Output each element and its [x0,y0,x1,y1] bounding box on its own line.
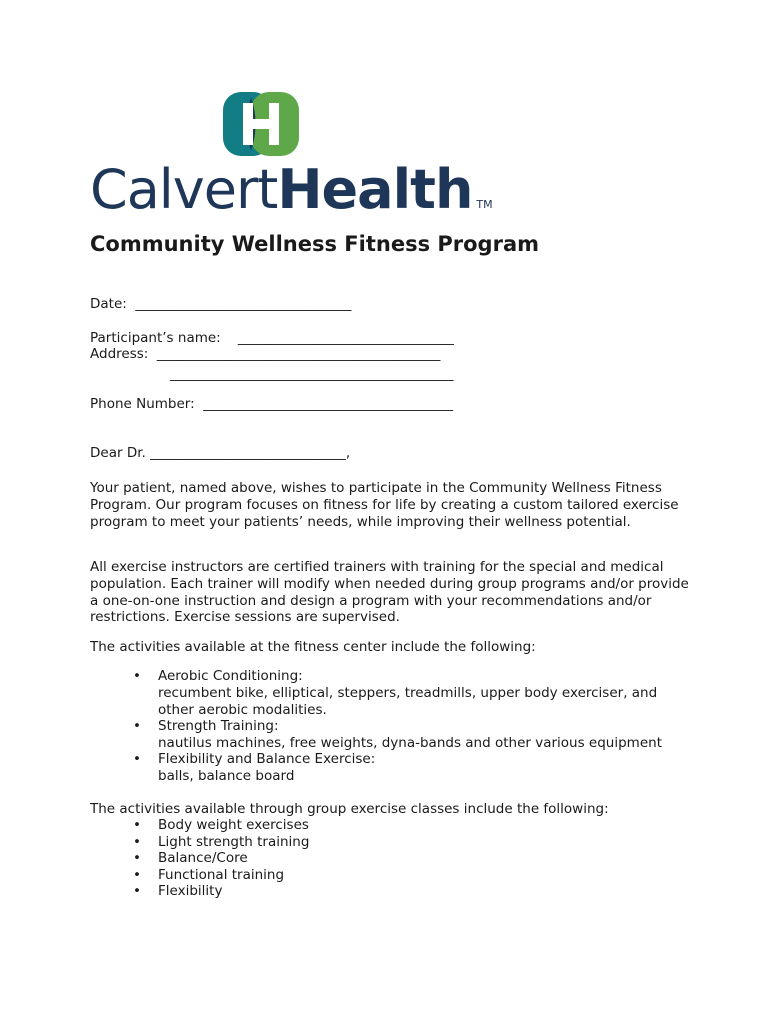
calverthealth-logo-icon [223,92,299,156]
list-item [133,718,693,752]
activity-detail: nautilus machines, free weights, dyna-bands and other various equipment [158,734,662,751]
group-class-name: Balance/Core [158,850,248,866]
instructors-paragraph: All exercise instructors are certified trainers with training for the special and medical population. Each trainer will modify when needed during group programs and/or provide a one-on-one instruction and design a program with your recommendations and/or restrictions. Exercise sessions are supervised. [90,559,689,626]
activity-label: Strength Training: [158,718,279,734]
list-item [133,834,693,851]
bullet: • [133,817,141,833]
bullet: • [133,883,141,899]
activity-detail: recumbent bike, elliptical, steppers, treadmills, upper body exerciser, and other aerobic modalities. [158,684,658,718]
activity-detail: balls, balance board [158,767,295,784]
list-item [133,668,693,718]
logo-word-light: Calvert [90,158,278,221]
group-class-name: Flexibility [158,883,223,899]
fitness-center-intro: The activities available at the fitness center include the following: [90,639,536,655]
logo-trademark: TM [476,198,493,211]
list-item [133,751,693,785]
page-title: Community Wellness Fitness Program [90,232,539,256]
activity-label: Aerobic Conditioning: [158,668,303,684]
bullet: • [133,718,141,734]
calverthealth-logo-text [90,158,493,225]
group-class-name: Functional training [158,867,285,883]
group-classes-intro: The activities available through group exercise classes include the following: [90,801,609,817]
bullet: • [133,850,141,866]
bullet: • [133,668,141,684]
list-item [133,867,693,884]
address-line2-field: __________________________________________ [170,366,454,382]
participant-name-field: Participant’s name: ________________________________ [90,330,454,346]
list-item [133,817,693,834]
intro-paragraph: Your patient, named above, wishes to participate in the Community Wellness Fitness Program. Our program focuses on fitness for life by creating a custom tailored exercise program to meet your patients’ needs, while improving their wellness potential. [90,480,679,530]
bullet: • [133,867,141,883]
address-field: Address: __________________________________________ [90,346,441,362]
group-class-name: Body weight exercises [158,817,309,833]
date-field: Date: ________________________________ [90,296,352,312]
group-class-name: Light strength training [158,834,310,850]
list-item [133,850,693,867]
dear-doctor-line: Dear Dr. _____________________________, [90,445,351,461]
logo-word-bold: Health [277,158,473,221]
phone-number-field: Phone Number: _____________________________________ [90,396,453,412]
activity-label: Flexibility and Balance Exercise: [158,751,376,767]
bullet: • [133,834,141,850]
list-item [133,883,693,900]
bullet: • [133,751,141,767]
